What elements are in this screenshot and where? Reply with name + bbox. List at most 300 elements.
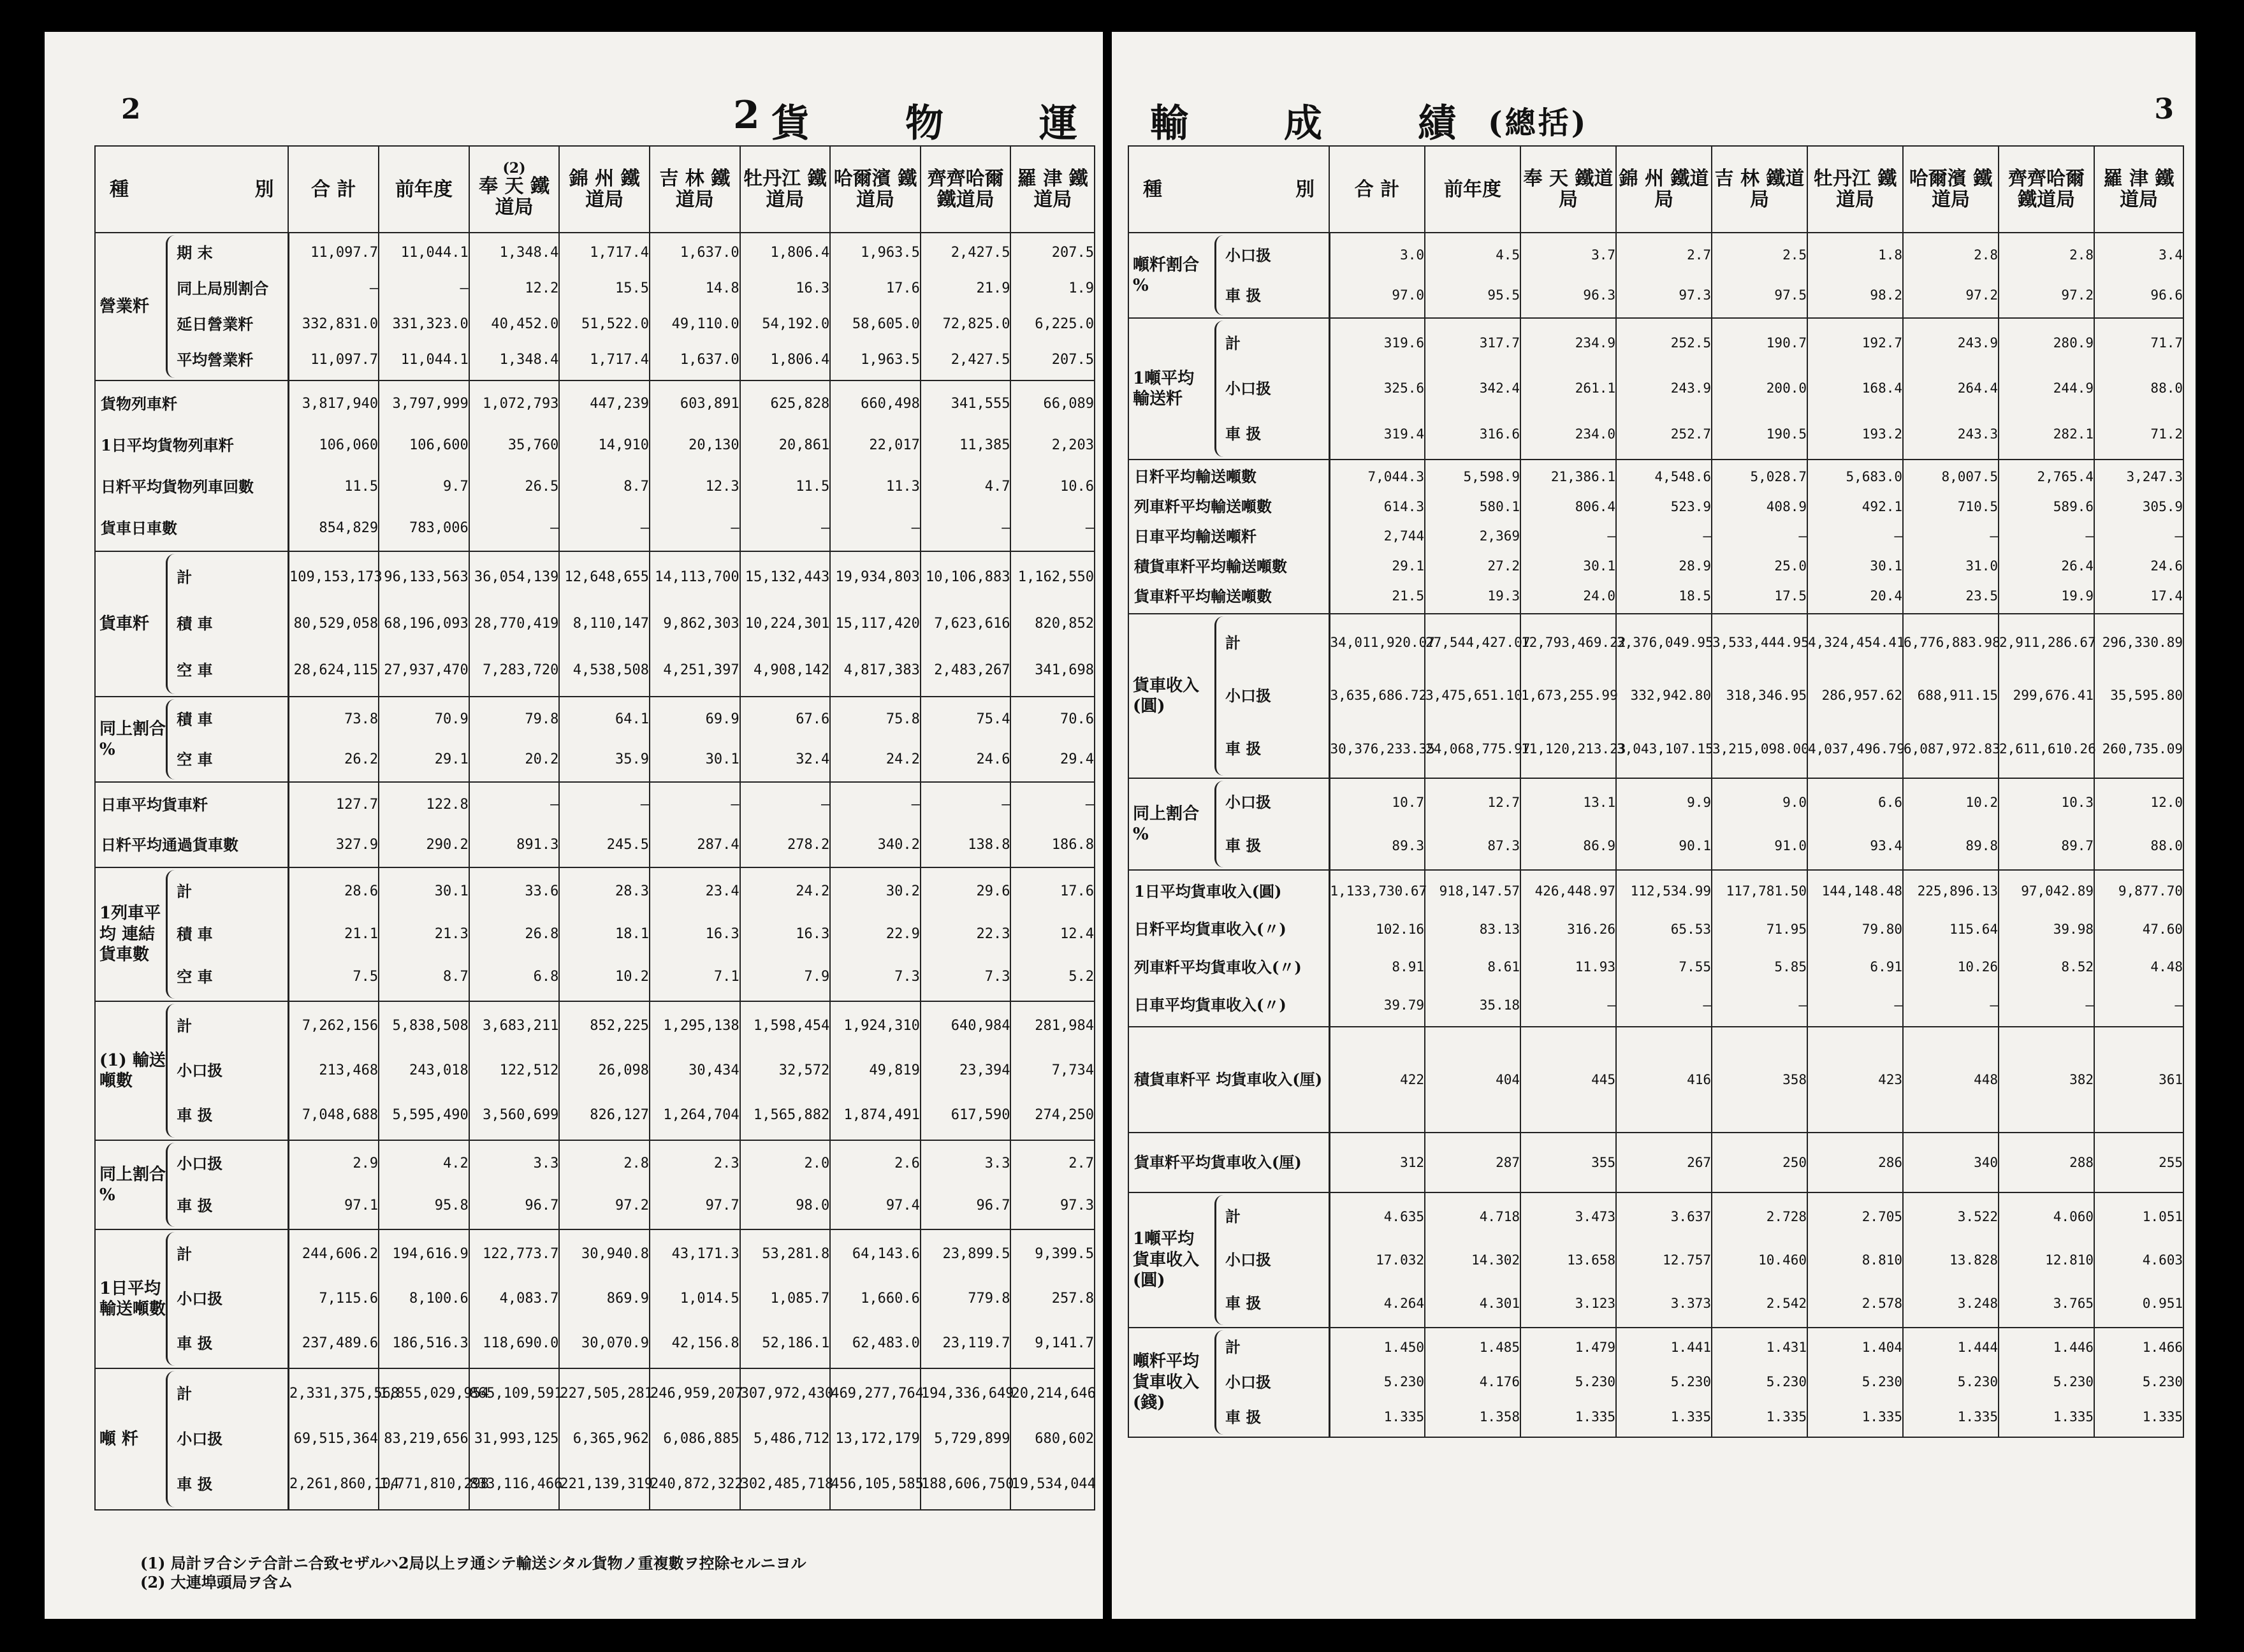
table-cell: 89.8 — [1965, 837, 1998, 853]
table-cell: 244.9 — [2053, 380, 2094, 396]
table-cell: 19,534,044 — [1011, 1476, 1096, 1493]
table-cell: 1.335 — [1861, 1409, 1902, 1425]
table-cell: — — [1607, 528, 1615, 544]
table-cell: 1,598,454 — [754, 1018, 830, 1034]
table-cell: 29.1 — [434, 751, 469, 767]
table-cell: 456,105,585 — [831, 1476, 924, 1493]
title-suffix: (總括) — [1488, 105, 1589, 141]
row-labels — [1129, 1029, 1329, 1130]
table-cell: 97.5 — [1774, 287, 1807, 303]
table-cell: 51,522.0 — [581, 316, 649, 332]
row-label: 計 — [1225, 333, 1241, 352]
table-cell: 1.466 — [2142, 1339, 2183, 1355]
table-cell: 281,984 — [1035, 1018, 1094, 1034]
table-cell: 342.4 — [1479, 380, 1520, 396]
row-label: 貨車日車數 — [101, 518, 177, 537]
table-cell: 10.6 — [1060, 478, 1094, 495]
table-cell: 8.7 — [623, 478, 649, 495]
table-cell: 102.16 — [1376, 921, 1424, 937]
table-cell: 97.3 — [1060, 1198, 1094, 1214]
table-cell: 112,534.99 — [1630, 883, 1711, 899]
table-cell: 288 — [2069, 1154, 2094, 1170]
table-cell: 264.4 — [1957, 380, 1998, 396]
table-cell: 87.3 — [1487, 837, 1520, 853]
table-cell: 319.6 — [1383, 335, 1424, 351]
table-cell: 5.230 — [2053, 1374, 2094, 1390]
row-label: 小口扱 — [177, 1289, 223, 1308]
table-cell: 16.3 — [796, 280, 830, 296]
table-cell: 54,192.0 — [762, 316, 830, 332]
table-cell: 245.5 — [606, 836, 649, 853]
table-cell: 2,331,375,568 — [289, 1385, 400, 1402]
table-cell: 17.4 — [2150, 588, 2183, 604]
table-cell: 190.5 — [1766, 426, 1807, 442]
table-cell: 88.0 — [2150, 380, 2183, 396]
table-cell: 4.176 — [1479, 1374, 1520, 1390]
header-kind-left: 種 — [110, 178, 129, 201]
table-cell: — — [911, 796, 920, 813]
table-cell: 23.4 — [705, 883, 740, 899]
table-cell: 4,251,397 — [663, 662, 740, 679]
table-cell: 3.0 — [1400, 247, 1424, 263]
table-cell: 3,560,699 — [483, 1107, 559, 1123]
table-cell: — — [2175, 528, 2183, 544]
table-cell: 24.0 — [1583, 588, 1615, 604]
table-cell: 2.705 — [1861, 1208, 1902, 1224]
row-label: 車 扱 — [1225, 286, 1262, 305]
header-bureau-label: 奉 天 鐵道局 — [479, 175, 550, 219]
table-cell: 30,434 — [688, 1062, 740, 1078]
table-cell: 826,127 — [590, 1107, 649, 1123]
table-cell: 2.8 — [623, 1156, 649, 1171]
table-cell: 7,048,688 — [302, 1107, 379, 1123]
table-cell: 186,516.3 — [392, 1335, 469, 1351]
table-cell: 9.0 — [1782, 794, 1807, 810]
table-cell: 138.8 — [968, 836, 1010, 853]
table-cell: 305.9 — [2142, 498, 2183, 514]
row-labels — [1214, 1330, 1329, 1435]
table-cell: 319.4 — [1383, 426, 1424, 442]
table-cell: 617,590 — [951, 1107, 1010, 1123]
table-cell: 2,611,610.26 — [1999, 741, 2096, 757]
row-label: 1日平均貨車收入(圓) — [1134, 881, 1282, 901]
group-label: (1) 輸送噸數 — [95, 1001, 166, 1140]
table-cell: 8,110,147 — [572, 615, 649, 632]
row-label: 小口扱 — [1225, 686, 1271, 705]
table-cell: 16.3 — [705, 925, 740, 942]
table-cell: 3,635,686.72 — [1330, 688, 1427, 704]
table-cell: 30.1 — [1583, 558, 1615, 574]
table-cell: 3.248 — [1957, 1295, 1998, 1311]
row-label: 小口扱 — [1225, 379, 1271, 398]
table-cell: 3.522 — [1957, 1208, 1998, 1224]
row-label: 計 — [1225, 1207, 1241, 1226]
table-cell: 8.52 — [2061, 959, 2094, 975]
table-cell: 7.9 — [804, 969, 830, 985]
table-cell: 234.0 — [1575, 426, 1615, 442]
table-cell: 24.6 — [2150, 558, 2183, 574]
row-label: 列車粁平均輸送噸數 — [1134, 497, 1272, 516]
header-kind-left: 種 — [1143, 178, 1162, 201]
header-bureau: 奉 天 鐵道局 — [1520, 146, 1616, 233]
table-cell: 341,698 — [1035, 662, 1094, 679]
table-cell: 221,139,319 — [560, 1476, 653, 1493]
table-cell: 286 — [1878, 1154, 1902, 1170]
table-cell: 7.55 — [1679, 959, 1711, 975]
table-cell: 97.0 — [1392, 287, 1424, 303]
table-cell: 257.8 — [1051, 1291, 1094, 1307]
row-label: 積貨車粁平 均貨車收入(厘) — [1134, 1070, 1323, 1089]
table-cell: 2,427.5 — [951, 245, 1010, 261]
row-labels — [166, 554, 288, 694]
table-cell: 12.810 — [2045, 1252, 2094, 1268]
table-cell: 1,924,310 — [843, 1018, 920, 1034]
table-cell: 3.473 — [1575, 1208, 1615, 1224]
table-cell: 43,171.3 — [671, 1246, 740, 1262]
table-cell: 261.1 — [1575, 380, 1615, 396]
table-cell: 5.230 — [1383, 1374, 1424, 1390]
table-cell: 11,097.7 — [310, 352, 379, 368]
table-cell: 1,874,491 — [843, 1107, 920, 1123]
table-cell: 14,910 — [598, 437, 649, 453]
row-label: 空 車 — [177, 967, 213, 987]
table-cell: 1.479 — [1575, 1339, 1615, 1355]
table-cell: 213,468 — [319, 1062, 379, 1078]
table-cell: 1,565,882 — [754, 1107, 830, 1123]
table-row-group — [1128, 1328, 2183, 1437]
table-row-group — [95, 1368, 1095, 1510]
row-label: 日車平均貨車收入(〃) — [1134, 996, 1286, 1015]
row-label: 列車粁平均貨車收入(〃) — [1134, 957, 1302, 976]
page-number-left: 2 — [121, 93, 141, 126]
table-cell: — — [1990, 997, 1998, 1013]
table-cell: 325.6 — [1383, 380, 1424, 396]
row-label: 計 — [177, 567, 193, 586]
table-cell: — — [550, 519, 559, 536]
table-cell: 30,940.8 — [581, 1246, 649, 1262]
table-cell: 10.2 — [1965, 794, 1998, 810]
table-cell: 1,673,255.99 — [1521, 688, 1618, 704]
row-labels — [1214, 321, 1329, 457]
table-cell: 1,806.4 — [770, 245, 830, 261]
table-cell: 83.13 — [1479, 921, 1520, 937]
table-cell: 8.7 — [442, 969, 469, 985]
table-cell: 12.3 — [705, 478, 740, 495]
table-cell: 207.5 — [1051, 245, 1094, 261]
group-label: 同上割合 % — [95, 697, 166, 782]
table-cell: 3,215,098.00 — [1712, 741, 1809, 757]
table-cell: 64,143.6 — [852, 1246, 920, 1262]
table-cell: 200.0 — [1766, 380, 1807, 396]
table-cell: 30,376,233.35 — [1330, 741, 1435, 757]
table-cell: 7.1 — [713, 969, 740, 985]
table-cell: 299,676.41 — [2013, 688, 2094, 704]
table-cell: — — [1990, 528, 1998, 544]
table-cell: 21.5 — [1392, 588, 1424, 604]
table-cell: 1.485 — [1479, 1339, 1520, 1355]
table-cell: 8.61 — [1487, 959, 1520, 975]
table-cell: 42,156.8 — [671, 1335, 740, 1351]
table-cell: 39.79 — [1383, 997, 1424, 1013]
table-cell: 27,544,427.07 — [1425, 635, 1531, 651]
table-cell: 2.7 — [1068, 1156, 1094, 1171]
table-cell: 243.3 — [1957, 426, 1998, 442]
table-cell: — — [1703, 528, 1711, 544]
table-cell: 243.9 — [1957, 335, 1998, 351]
header-prev-year: 前年度 — [379, 146, 469, 233]
table-cell: 31.0 — [1965, 558, 1998, 574]
table-cell: 29.1 — [1392, 558, 1424, 574]
table-cell: 20,214,646 — [1011, 1385, 1096, 1402]
table-cell: 710.5 — [1957, 498, 1998, 514]
table-cell: 88.0 — [2150, 837, 2183, 853]
table-cell: 237,489.6 — [302, 1335, 379, 1351]
row-labels — [1129, 1135, 1329, 1190]
table-cell: 23.5 — [1965, 588, 1998, 604]
table-cell: 7,115.6 — [319, 1291, 379, 1307]
table-cell: 625,828 — [770, 395, 830, 412]
row-label: 計 — [1225, 633, 1241, 652]
table-cell: 72,825.0 — [942, 316, 1010, 332]
table-cell: 71.95 — [1766, 921, 1807, 937]
header-total: 合 計 — [1329, 146, 1425, 233]
table-cell: 47.60 — [2142, 921, 2183, 937]
table-cell: 7,044.3 — [1367, 468, 1424, 484]
table-cell: — — [1002, 796, 1010, 813]
table-cell: 10.3 — [2061, 794, 2094, 810]
table-cell: 3,247.3 — [2126, 468, 2183, 484]
table-cell: 9,877.70 — [2118, 883, 2183, 899]
table-cell: 98.2 — [1870, 287, 1902, 303]
row-label: 日車平均輸送噸粁 — [1134, 526, 1257, 546]
table-cell: 18.5 — [1679, 588, 1711, 604]
table-cell: 190.7 — [1766, 335, 1807, 351]
row-label: 小口扱 — [177, 1154, 223, 1173]
table-cell: 5,838,508 — [392, 1018, 469, 1034]
table-cell: 66,089 — [1043, 395, 1094, 412]
table-cell: 192.7 — [1861, 335, 1902, 351]
table-cell: 2,369 — [1479, 528, 1520, 544]
table-cell: 28,770,419 — [474, 615, 559, 632]
table-cell: 35,760 — [507, 437, 559, 453]
table-cell: 4.060 — [2053, 1208, 2094, 1224]
table-cell: 5.230 — [1670, 1374, 1711, 1390]
table-cell: 22.9 — [885, 925, 920, 942]
table-cell: 75.4 — [976, 711, 1010, 727]
table-cell: 1.335 — [2053, 1409, 2094, 1425]
table-cell: 13.1 — [1583, 794, 1615, 810]
table-cell: 9.9 — [1687, 794, 1711, 810]
table-row-group — [95, 1001, 1095, 1140]
group-label: 噸 粁 — [95, 1368, 166, 1510]
row-label: 日粁平均貨物列車回數 — [101, 477, 254, 496]
table-cell: 12.0 — [2150, 794, 2183, 810]
header-bureau: 齊齊哈爾 鐵道局 — [1999, 146, 2094, 233]
table-cell: 31,993,125 — [474, 1430, 559, 1447]
table-cell: 17.5 — [1774, 588, 1807, 604]
table-cell: 5,595,490 — [392, 1107, 469, 1123]
table-cell: 316.6 — [1479, 426, 1520, 442]
table-cell: 660,498 — [861, 395, 920, 412]
table-cell: 6,365,962 — [572, 1430, 649, 1447]
table-cell: 20,861 — [778, 437, 830, 453]
group-label: 噸粁平均 貨車收入 (錢) — [1128, 1328, 1214, 1437]
table-cell: — — [820, 519, 830, 536]
table-cell: 1,014.5 — [680, 1291, 740, 1307]
table-cell: 22.3 — [976, 925, 1010, 942]
row-label: 小口扱 — [177, 1429, 223, 1448]
table-cell: — — [1002, 519, 1010, 536]
table-cell: 4,908,142 — [754, 662, 830, 679]
header-bureau: 羅 津 鐵道局 — [2094, 146, 2183, 233]
table-cell: 93.4 — [1870, 837, 1902, 853]
table-cell: 11.3 — [885, 478, 920, 495]
table-cell: 97.1 — [344, 1198, 379, 1214]
table-cell: 267 — [1687, 1154, 1711, 1170]
page-number-right: 3 — [2154, 93, 2174, 126]
table-cell: 10,106,883 — [926, 569, 1010, 585]
table-row-group — [1128, 460, 2183, 614]
title-char: 輸 — [1150, 101, 1191, 146]
table-cell: 274,250 — [1035, 1107, 1094, 1123]
table-cell: 28.9 — [1679, 558, 1711, 574]
table-cell: 28.6 — [344, 883, 379, 899]
table-cell: 97.4 — [885, 1198, 920, 1214]
table-cell: 71.2 — [2150, 426, 2183, 442]
table-cell: 1.450 — [1383, 1339, 1424, 1355]
group-label: 營業粁 — [95, 233, 166, 380]
header-bureau: 吉 林 鐵道局 — [1712, 146, 1807, 233]
table-cell: 640,984 — [951, 1018, 1010, 1034]
table-cell: 1.441 — [1670, 1339, 1711, 1355]
table-cell: 2.9 — [353, 1156, 379, 1171]
table-cell: 64.1 — [615, 711, 649, 727]
table-cell: — — [731, 519, 740, 536]
table-cell: 117,781.50 — [1726, 883, 1807, 899]
table-cell: 252.7 — [1670, 426, 1711, 442]
table-cell: 11.5 — [796, 478, 830, 495]
header-bureau — [469, 146, 560, 233]
table-cell: 83,219,656 — [384, 1430, 469, 1447]
group-label: 噸粁割合 % — [1128, 233, 1214, 318]
table-cell: — — [1085, 796, 1094, 813]
table-cell: 23,394 — [959, 1062, 1010, 1078]
header-note: (2) — [502, 159, 526, 177]
table-cell: 35.9 — [615, 751, 649, 767]
table-cell: 26.4 — [2061, 558, 2094, 574]
table-cell: 21,386.1 — [1550, 468, 1615, 484]
table-cell: 5.230 — [1575, 1374, 1615, 1390]
table-cell: 7,623,616 — [934, 615, 1010, 632]
table-cell: 3.637 — [1670, 1208, 1711, 1224]
table-cell: 12.2 — [525, 280, 559, 296]
table-cell: 244,606.2 — [302, 1246, 379, 1262]
table-cell: 10,224,301 — [745, 615, 830, 632]
table-cell: 98.0 — [796, 1198, 830, 1214]
table-cell: 30.2 — [885, 883, 920, 899]
table-cell: 27.2 — [1487, 558, 1520, 574]
table-cell: 70.9 — [434, 711, 469, 727]
table-cell: 26.5 — [525, 478, 559, 495]
row-label: 日粁平均輸送噸數 — [1134, 467, 1257, 486]
table-cell: 24.2 — [885, 751, 920, 767]
table-cell: — — [820, 796, 830, 813]
header-bureau: 羅 津 鐵道局 — [1010, 146, 1095, 233]
row-label: 車 扱 — [1225, 424, 1262, 444]
group-label: 1噸平均 輸送粁 — [1128, 318, 1214, 460]
group-label: 貨車收入 (圓) — [1128, 614, 1214, 778]
table-cell: 95.5 — [1487, 287, 1520, 303]
table-cell: 307,972,430 — [740, 1385, 834, 1402]
table-cell: 2.578 — [1861, 1295, 1902, 1311]
table-cell: 918,147.57 — [1439, 883, 1520, 899]
table-cell: 14.8 — [705, 280, 740, 296]
table-cell: 7.3 — [984, 969, 1010, 985]
table-cell: 358 — [1782, 1071, 1807, 1087]
table-cell: 2,744 — [1383, 528, 1424, 544]
table-cell: 833,116,466 — [469, 1476, 563, 1493]
table-cell: 2,203 — [1051, 437, 1094, 453]
table-cell: 4,037,496.79 — [1808, 741, 1905, 757]
header-bureau: 哈爾濱 鐵道局 — [1903, 146, 1999, 233]
table-cell: 24.2 — [796, 883, 830, 899]
table-cell: 106,060 — [319, 437, 379, 453]
table-cell: 13.658 — [1567, 1252, 1615, 1268]
table-cell: 3,376,049.95 — [1617, 635, 1714, 651]
row-label: 積 車 — [177, 614, 213, 633]
table-cell: 316.26 — [1567, 921, 1615, 937]
table-cell: 97.7 — [705, 1198, 740, 1214]
group-label: 同上割合 % — [95, 1140, 166, 1229]
row-label: 計 — [177, 1017, 193, 1035]
table-cell: 5.230 — [1957, 1374, 1998, 1390]
table-cell: 7,283,720 — [483, 662, 559, 679]
table-cell: 404 — [1496, 1071, 1520, 1087]
table-cell: 12.4 — [1060, 925, 1094, 942]
table-cell: 4,548.6 — [1654, 468, 1711, 484]
table-cell: 4,538,508 — [572, 662, 649, 679]
table-cell: — — [2085, 997, 2094, 1013]
table-cell: 2.728 — [1766, 1208, 1807, 1224]
table-cell: 17.6 — [1060, 883, 1094, 899]
table-cell: 13,172,179 — [835, 1430, 920, 1447]
table-cell: 96.6 — [2150, 287, 2183, 303]
table-cell: 39.98 — [2053, 921, 2094, 937]
row-label: 積貨車粁平均輸送噸數 — [1134, 556, 1287, 576]
table-cell: 3.3 — [984, 1156, 1010, 1171]
table-cell: 1,660.6 — [861, 1291, 920, 1307]
table-cell: — — [911, 519, 920, 536]
table-cell: 448 — [1974, 1071, 1998, 1087]
row-labels — [96, 785, 288, 865]
table-cell: 416 — [1687, 1071, 1711, 1087]
table-cell: 23,899.5 — [942, 1246, 1010, 1262]
table-cell: 115.64 — [1949, 921, 1998, 937]
table-cell: — — [1894, 997, 1902, 1013]
table-cell: 806.4 — [1575, 498, 1615, 514]
table-row-group — [1128, 1133, 2183, 1192]
table-cell: 869.9 — [606, 1291, 649, 1307]
table-cell: 2.0 — [804, 1156, 830, 1171]
table-cell: 382 — [2069, 1071, 2094, 1087]
table-cell: 11.5 — [344, 478, 379, 495]
table-cell: 5,598.9 — [1463, 468, 1520, 484]
table-cell: 422 — [1400, 1071, 1424, 1087]
table-cell: 2.6 — [894, 1156, 920, 1171]
table-cell: 317.7 — [1479, 335, 1520, 351]
table-cell: 96.7 — [525, 1198, 559, 1214]
table-cell: 423 — [1878, 1071, 1902, 1087]
